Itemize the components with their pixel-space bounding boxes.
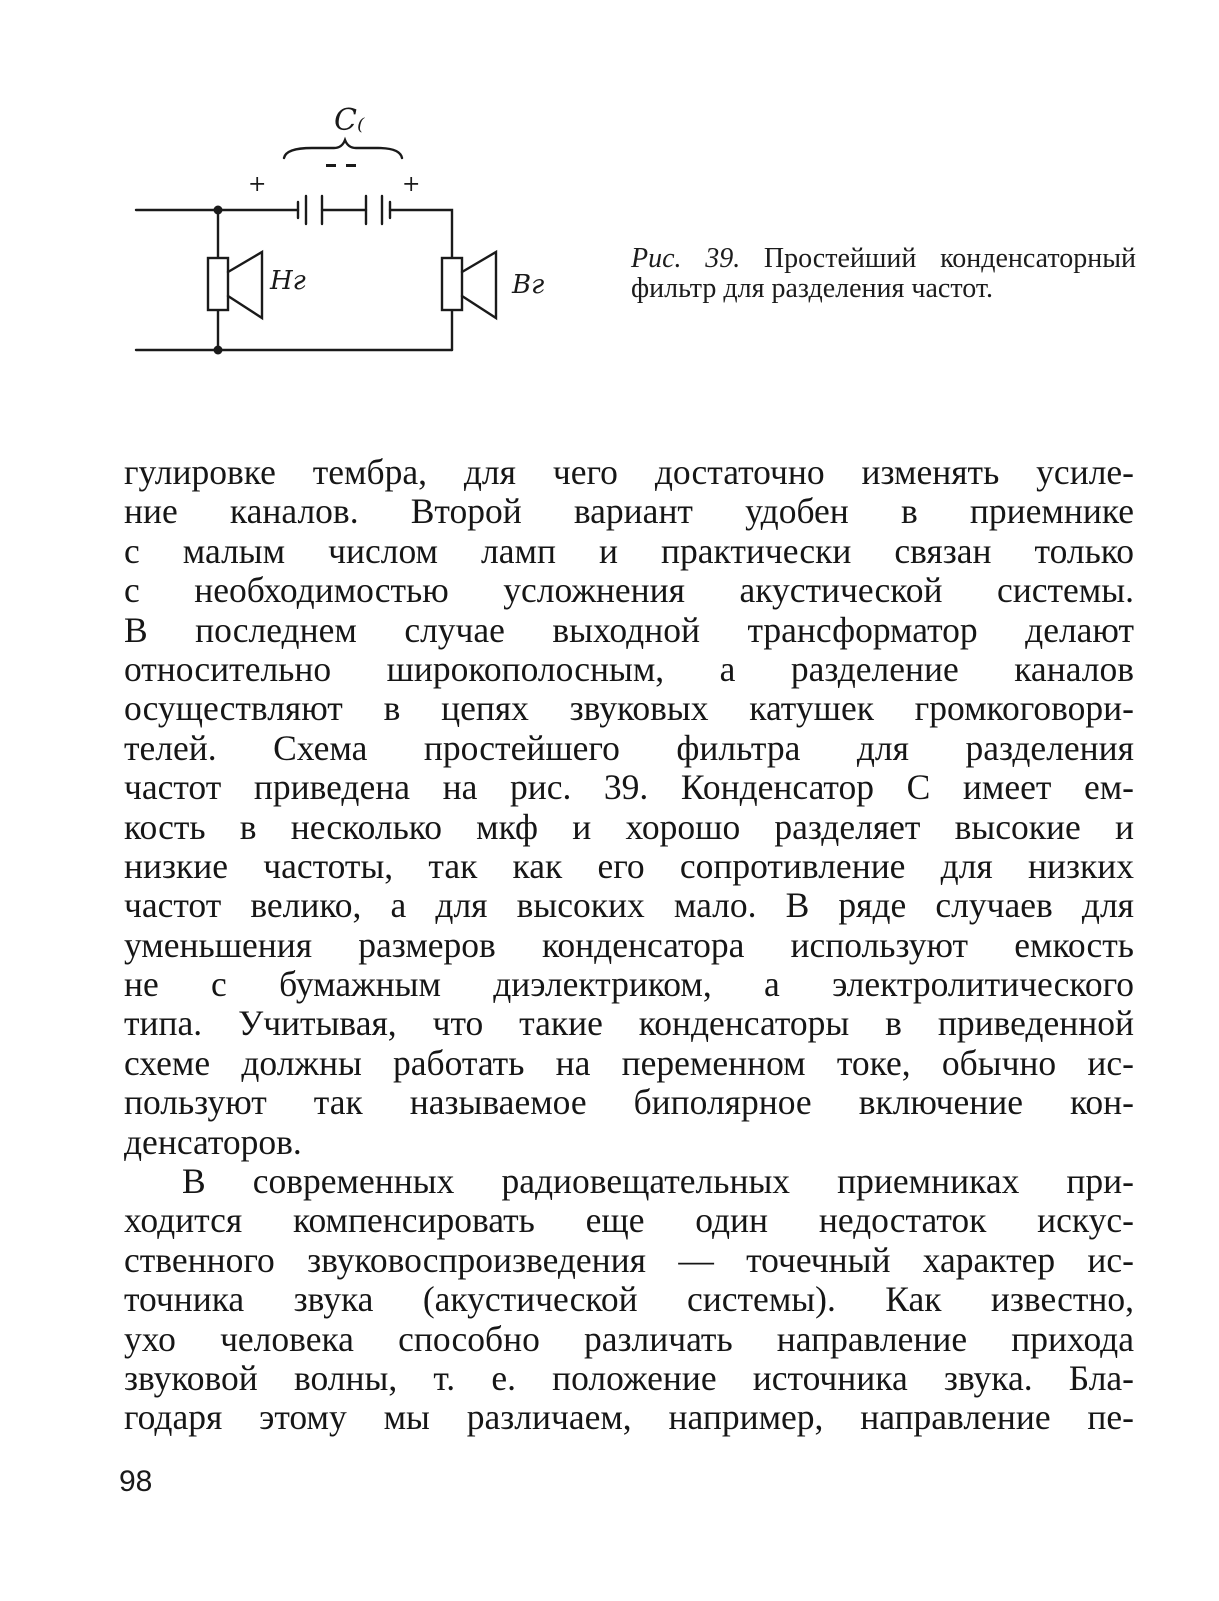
figure-caption [631, 244, 1136, 304]
text-line: с малым числом ламп и практически связан только [124, 530, 1134, 571]
figure-caption-text: Простейший конденсаторный фильтр для разделения частот. [631, 243, 1137, 304]
text-line: денсаторов. [124, 1121, 302, 1162]
text-line: частот велико, а для высоких мало. В ряде случаев для [124, 885, 1134, 926]
text-line: кость в несколько мкф и хорошо разделяет высокие и [124, 806, 1134, 847]
text-line: звуковой волны, т. е. положение источника звука. Бла- [124, 1357, 1134, 1398]
text-line: В современных радиовещательных приемниках при- [182, 1161, 1134, 1202]
paragraph-2 [124, 1162, 1134, 1438]
text-line: частот приведена на рис. 39. Конденсатор С имеет ем- [124, 767, 1134, 808]
text-line: с необходимостью усложнения акустической системы. [124, 570, 1134, 611]
capacitor-plus-left: + [248, 172, 267, 197]
text-line: ходится компенсировать еще один недостаток искус- [124, 1200, 1134, 1241]
text-line: ние каналов. Второй вариант удобен в приемнике [124, 491, 1134, 532]
text-line: низкие частоты, так как его сопротивление для низких [124, 845, 1134, 886]
text-line: точника звука (акустической системы). Как известно, [124, 1279, 1134, 1320]
figure-number: Рис. 39. [631, 243, 741, 274]
text-line: гулировке тембра, для чего достаточно изменять усиле- [124, 452, 1134, 492]
text-line: типа. Учитывая, что такие конденсаторы в приведенной [124, 1003, 1134, 1044]
text-line: В последнем случае выходной трансформатор делают [124, 609, 1134, 650]
crossover-circuit-diagram [130, 100, 570, 370]
low-frequency-speaker-label: Нг [270, 266, 306, 296]
text-line: не с бумажным диэлектриком, а электролитического [124, 964, 1134, 1005]
text-line: относительно широкополосным, а разделение каналов [124, 648, 1134, 689]
text-line: ственного звуковоспроизведения — точечный характер ис- [124, 1239, 1134, 1280]
text-line: уменьшения размеров конденсатора используют емкость [124, 924, 1134, 965]
text-line: пользуют так называемое биполярное включение кон- [124, 1082, 1134, 1123]
capacitor-label: C₍ [334, 103, 365, 138]
text-line: схеме должны работать на переменном токе, обычно ис- [124, 1042, 1134, 1083]
circuit-figure [130, 100, 570, 370]
high-frequency-speaker-label: Вг [512, 270, 545, 300]
text-line: годаря этому мы различаем, например, направление пе- [124, 1397, 1134, 1438]
body-text [124, 453, 1134, 1438]
text-line: осуществляют в цепях звуковых катушек громкоговори- [124, 688, 1134, 729]
text-line: ухо человека способно различать направление прихода [124, 1318, 1134, 1359]
paragraph-1 [124, 453, 1134, 1162]
capacitor-plus-right: + [402, 172, 421, 197]
text-line: телей. Схема простейшего фильтра для разделения [124, 727, 1134, 768]
page-number: 98 [119, 1465, 153, 1498]
